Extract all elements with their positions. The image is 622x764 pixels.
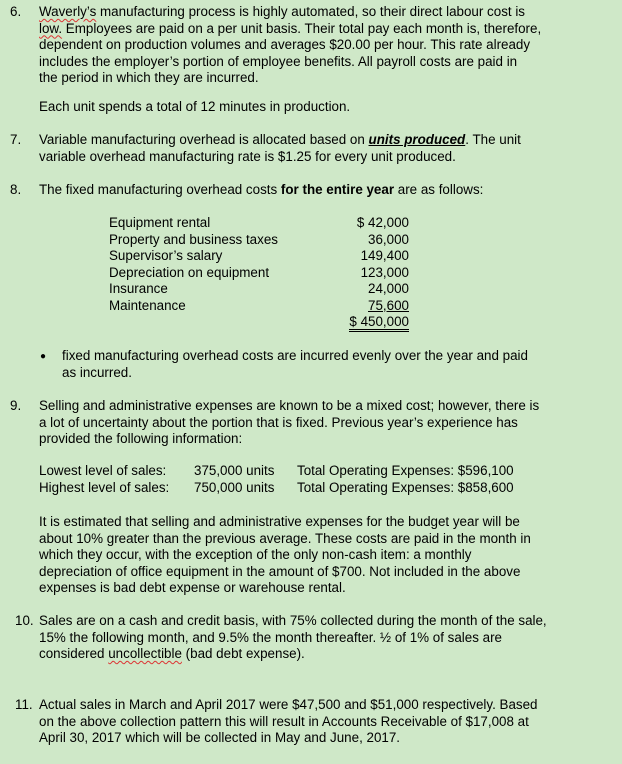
highest-sales-label: Highest level of sales: [39,480,170,495]
cost-label: Insurance [109,281,168,297]
cost-amount: 123,000 [360,264,409,280]
item-9-line-1: Selling and administrative expenses are known to be a mixed cost; however, there is [39,398,540,413]
cost-amount: $ 42,000 [356,215,409,230]
item-9-est-line-1: It is estimated that selling and administrative expenses for the budget year will be [39,514,520,529]
item-6-number: 6. [10,4,22,19]
highest-sales-units: 750,000 units [194,480,275,495]
item-10-line-3 [39,646,599,663]
item-9-line-2: a lot of uncertainty about the portion that is fixed. Previous year’s experience has [39,414,518,430]
item-7-number: 7. [10,132,22,147]
item-7-line-1-post: . The unit [465,132,521,147]
item-10-line-3-post: (bad debt expense). [181,646,305,662]
item-6-word-waverlys: Waverly’s [39,4,97,19]
item-7-line-1 [39,132,599,149]
item-6-line-1-rest: manufacturing process is highly automated, so their direct labour cost is [96,4,526,19]
item-11-line-2: on the above collection pattern this will result in Accounts Receivable of $17,008 at [39,713,529,729]
item-9-est-line-5: expenses is bad debt expense or warehouse rental. [39,580,346,596]
item-11-line-3: April 30, 2017 which will be collected in May and June, 2017. [39,730,401,746]
cost-label: Maintenance [109,298,186,313]
item-6-line-3: dependent on production volumes and averages $20.00 per hour. This rate already [39,37,531,53]
item-10-line-2: 15% the following month, and 9.5% the month thereafter. ½ of 1% of sales are [39,629,503,645]
cost-label: Depreciation on equipment [109,264,270,280]
item-9-text [39,398,599,448]
item-8-bullet-line-2: as incurred. [62,364,132,380]
cost-label: Supervisor’s salary [109,248,223,264]
item-6-text [39,4,599,87]
item-10-line-3-pre: considered [39,646,109,662]
item-11-line-1: Actual sales in March and April 2017 were $47,500 and $51,000 respectively. Based [39,697,538,712]
lowest-sales-units: 375,000 units [194,463,275,478]
lowest-sales-expenses: Total Operating Expenses: $596,100 [297,463,514,478]
cost-label: Property and business taxes [109,231,278,247]
item-8-intro-post: are as follows: [394,182,484,197]
item-6-word-low: low. [39,20,63,36]
item-10-word-uncollectible: uncollectible [108,646,182,662]
cost-total-row [109,315,409,332]
cost-label: Equipment rental [109,215,211,230]
cost-row [109,215,409,232]
bullet-icon: ● [40,351,47,362]
item-10-line-1: Sales are on a cash and credit basis, with 75% collected during the month of the sale, [39,613,547,628]
item-10-text [39,613,599,663]
cost-row [109,281,409,298]
item-9-estimate [39,514,599,597]
cost-amount: 36,000 [368,231,409,247]
cost-amount: 149,400 [360,248,409,264]
cost-row [109,232,409,249]
highest-sales-expenses: Total Operating Expenses: $858,600 [297,480,514,495]
item-9-est-line-3: which they occur, with the exception of the only non-cash item: a monthly [39,547,472,563]
item-9-line-3: provided the following information: [39,431,243,447]
item-6-line-5: the period in which they are incurred. [39,70,259,86]
item-8-bullet-text [62,348,602,381]
cost-total: $ 450,000 [349,315,409,332]
item-8-bullet-line-1: fixed manufacturing overhead costs are incurred evenly over the year and paid [62,348,528,363]
item-9-est-line-2: about 10% greater than the previous average. These costs are paid in the month in [39,530,531,546]
item-6-line-4: includes the employer’s portion of employee benefits. All payroll costs are paid in [39,53,518,69]
item-7-text [39,132,599,165]
cost-row [109,265,409,282]
item-8-intro [39,182,599,199]
item-9-number: 9. [10,398,22,413]
lowest-sales-label: Lowest level of sales: [39,463,167,478]
item-6-line-2-rest: Employees are paid on a per unit basis. Their total pay each month is, therefore, [62,20,542,36]
item-7-line-2: variable overhead manufacturing rate is $1.25 for every unit produced. [39,148,456,164]
item-10-number: 10. [15,613,34,628]
item-8-intro-bold: for the entire year [280,182,395,197]
cost-amount: 75,600 [368,298,409,313]
item-8-intro-pre: The fixed manufacturing overhead costs [39,182,281,197]
item-6-line-6: Each unit spends a total of 12 minutes in production. [39,99,351,114]
item-6-line-1 [39,4,599,21]
cost-row [109,298,409,315]
item-7-emphasis: units produced [368,132,466,147]
item-8-number: 8. [10,182,22,197]
item-11-number: 11. [15,697,33,712]
item-7-line-1-pre: Variable manufacturing overhead is allocated based on [39,132,369,147]
item-9-est-line-4: depreciation of office equipment in the amount of $700. Not included in the above [39,563,521,579]
cost-amount: 24,000 [368,281,409,297]
item-11-text [39,697,599,747]
cost-row [109,248,409,265]
item-6-line-2 [39,21,599,38]
